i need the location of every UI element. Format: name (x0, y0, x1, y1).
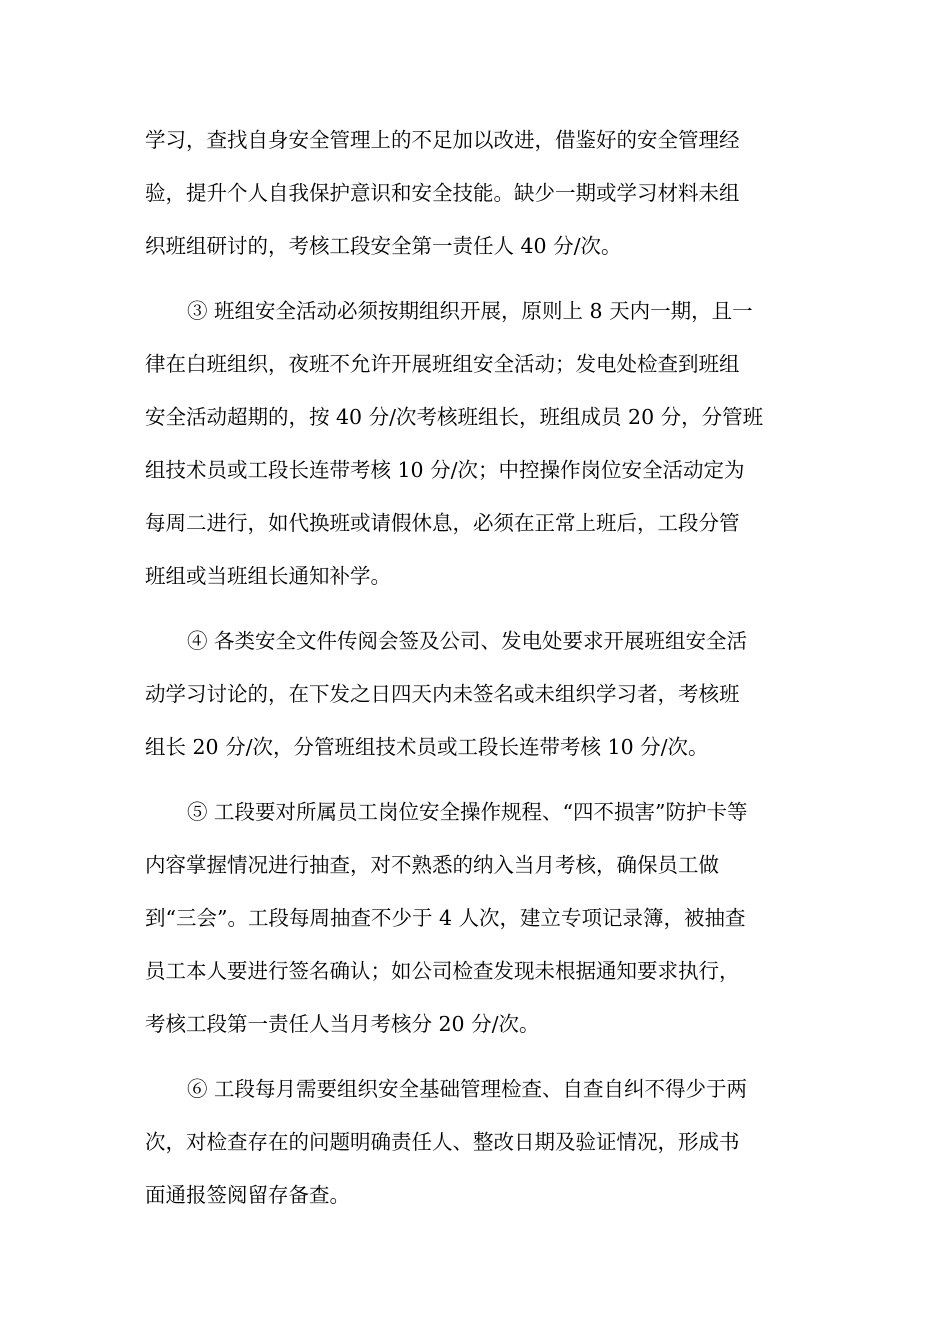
text-line: ④ 各类安全文件传阅会签及公司、发电处要求开展班组安全活 (187, 629, 748, 653)
text-line: 动学习讨论的，在下发之日四天内未签名或未组织学习者，考核班 (145, 682, 740, 706)
text-line: 考核工段第一责任人当月考核分 20 分/次。 (145, 1012, 540, 1036)
text-line: 次，对检查存在的问题明确责任人、整改日期及验证情况，形成书 (145, 1130, 740, 1154)
text-line: 面通报签阅留存备查。 (145, 1183, 350, 1207)
text-line: 织班组研讨的，考核工段安全第一责任人 40 分/次。 (145, 234, 622, 258)
text-line: 员工本人要进行签名确认；如公司检查发现未根据通知要求执行， (145, 959, 740, 983)
text-line: 安全活动超期的，按 40 分/次考核班组长，班组成员 20 分，分管班 (145, 405, 764, 429)
text-line: 学习，查找自身安全管理上的不足加以改进，借鉴好的安全管理经 (145, 128, 740, 152)
paragraph-item-6 (145, 1063, 805, 1222)
paragraph-item-4 (145, 615, 805, 774)
paragraph-continuation (145, 114, 805, 273)
text-line: 组长 20 分/次，分管班组技术员或工段长连带考核 10 分/次。 (145, 735, 709, 759)
text-line: 验，提升个人自我保护意识和安全技能。缺少一期或学习材料未组 (145, 181, 740, 205)
text-line: 到“三会”。工段每周抽查不少于 4 人次，建立专项记录簿，被抽查 (145, 906, 746, 930)
paragraph-item-3 (145, 285, 805, 603)
text-line: ⑤ 工段要对所属员工岗位安全操作规程、“四不损害”防护卡等 (187, 800, 748, 824)
text-line: 班组或当班组长通知补学。 (145, 564, 391, 588)
text-line: 组技术员或工段长连带考核 10 分/次；中控操作岗位安全活动定为 (145, 458, 745, 482)
paragraph-item-5 (145, 786, 805, 1051)
text-line: 律在白班组织，夜班不允许开展班组安全活动；发电处检查到班组 (145, 352, 740, 376)
text-line: ③ 班组安全活动必须按期组织开展，原则上 8 天内一期，且一 (187, 299, 753, 323)
text-line: 内容掌握情况进行抽查，对不熟悉的纳入当月考核，确保员工做 (145, 853, 719, 877)
text-line: 每周二进行，如代换班或请假休息，必须在正常上班后，工段分管 (145, 511, 740, 535)
text-line: ⑥ 工段每月需要组织安全基础管理检查、自查自纠不得少于两 (187, 1077, 748, 1101)
document-body (145, 114, 805, 1222)
